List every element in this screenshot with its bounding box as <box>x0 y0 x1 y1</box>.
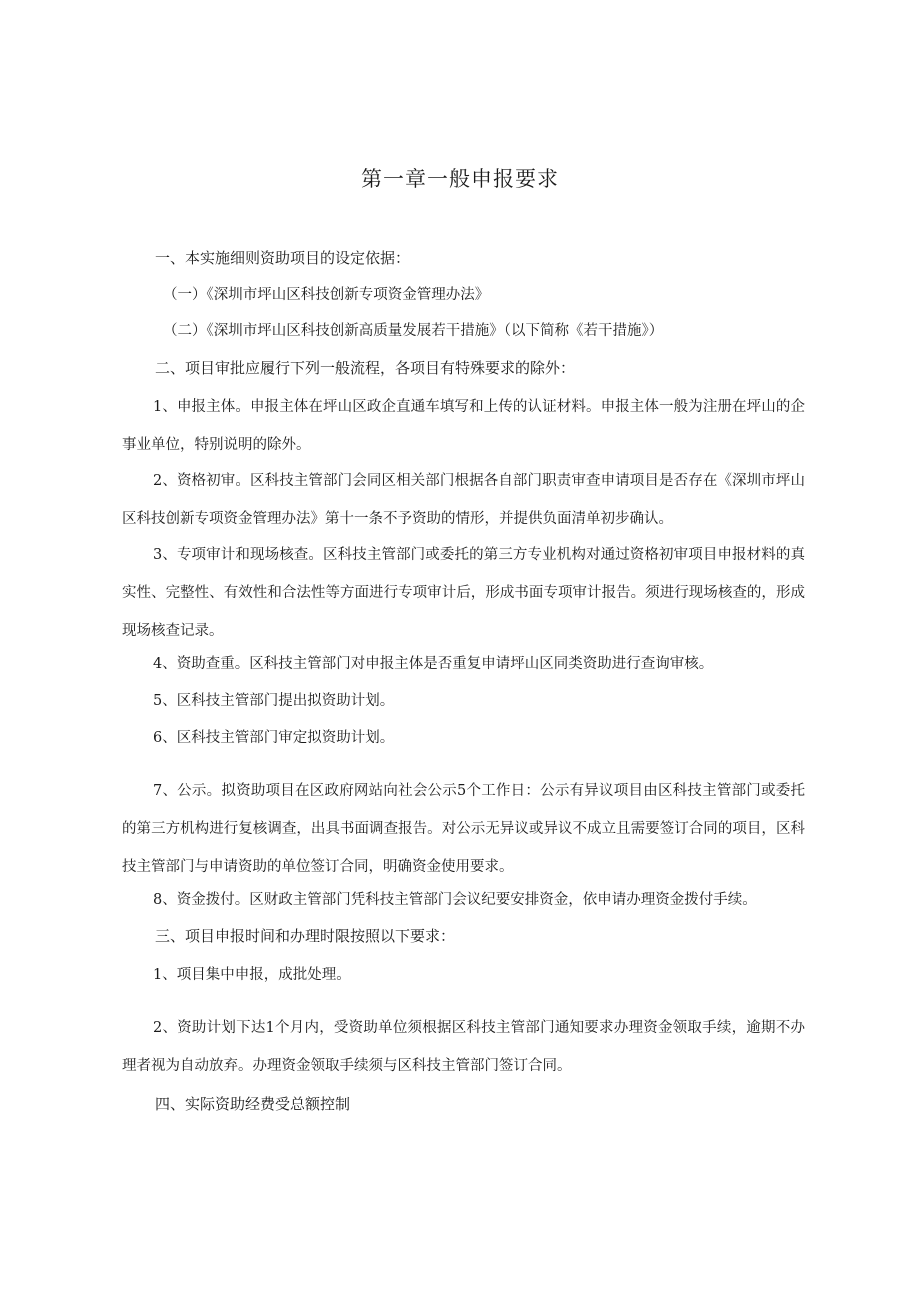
section-1-heading: 一、本实施细则资助项目的设定依据： <box>155 249 411 267</box>
process-step-3: 3、专项审计和现场核查。区科技主管部门或委托的第三方专业机构对通过资格初审项目申报材料的真实性、完整性、有效性和合法性等方面进行专项审计后，形成书面专项审计报告。须进行现场核查的，形成现场核查记录。 <box>122 547 805 639</box>
process-step-4: 4、资助查重。区科技主管部门对申报主体是否重复申请坪山区同类资助进行查询审核。 <box>153 656 714 672</box>
section-2-heading: 二、项目审批应履行下列一般流程，各项目有特殊要求的除外： <box>155 359 576 377</box>
process-step-5: 5、区科技主管部门提出拟资助计划。 <box>153 693 395 709</box>
process-step-7: 7、公示。拟资助项目在区政府网站向社会公示5个工作日：公示有异议项目由区科技主管部门或委托的第三方机构进行复核调查，出具书面调查报告。对公示无异议或异议不成立且需要签订合同的项目，区科技主管部门与申请资助的单位签订合同，明确资金使用要求。 <box>122 783 805 875</box>
process-step-6: 6、区科技主管部门审定拟资助计划。 <box>153 730 395 746</box>
chapter-title: 第一章一般申报要求 <box>361 167 559 191</box>
basis-item-1: （一）《深圳市坪山区科技创新专项资金管理办法》 <box>163 287 490 303</box>
section-3-heading: 三、项目申报时间和办理时限按照以下要求： <box>155 927 456 945</box>
basis-item-2: （二）《深圳市坪山区科技创新高质量发展若干措施》（以下简称《若干措施》） <box>163 323 664 339</box>
process-step-8: 8、资金拨付。区财政主管部门凭科技主管部门会议纪要安排资金，依申请办理资金拨付手续。 <box>153 892 757 908</box>
timing-item-2: 2、资助计划下达1个月内，受资助单位须根据区科技主管部门通知要求办理资金领取手续，逾期不办理者视为自动放弃。办理资金领取手续须与区科技主管部门签订合同。 <box>122 1020 805 1074</box>
process-step-1: 1、申报主体。申报主体在坪山区政企直通车填写和上传的认证材料。申报主体一般为注册在坪山的企事业单位，特别说明的除外。 <box>122 399 805 453</box>
timing-item-1: 1、项目集中申报，成批处理。 <box>153 967 351 983</box>
section-4-heading: 四、实际资助经费受总额控制 <box>155 1095 351 1113</box>
process-step-2: 2、资格初审。区科技主管部门会同区相关部门根据各自部门职责审查申请项目是否存在《深圳市坪山区科技创新专项资金管理办法》第十一条不予资助的情形，并提供负面清单初步确认。 <box>122 473 805 527</box>
